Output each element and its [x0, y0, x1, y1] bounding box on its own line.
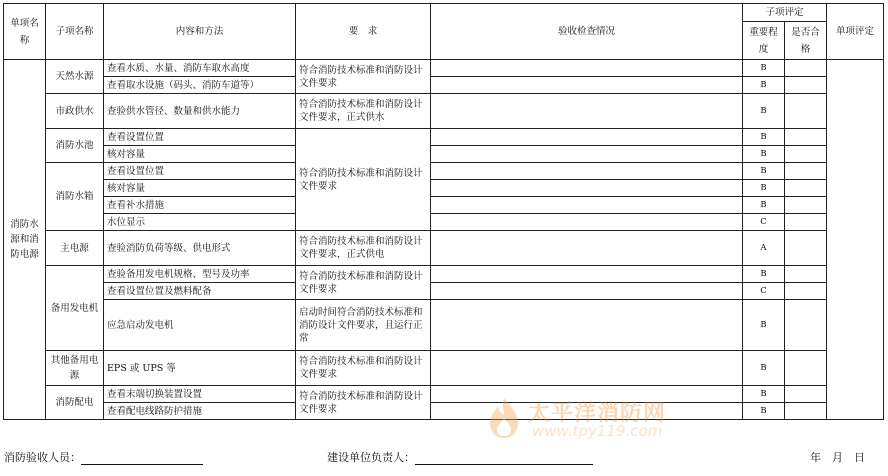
owner-label: 建设单位负责人：	[327, 451, 415, 464]
content-cell: 查看取水设施（码头、消防车道等）	[104, 77, 296, 94]
importance-grade: B	[743, 77, 785, 94]
requirement-cell: 符合消防技术标准和消防设计文件要求	[296, 266, 431, 300]
content-cell: 查看末端切换装置设置	[104, 386, 296, 403]
content-cell: 核对容量	[104, 180, 296, 197]
group-main-power: 主电源	[46, 231, 104, 266]
watermark-name: 太平洋消防网	[528, 401, 667, 426]
header-sub-name: 子项名称	[46, 4, 104, 60]
group-other-backup-power: 其他备用电源	[46, 351, 104, 386]
acceptance-table	[3, 3, 884, 420]
header-unit-eval: 单项评定	[827, 4, 884, 60]
inspection-cell[interactable]	[431, 180, 743, 197]
qualified-cell[interactable]	[785, 94, 827, 129]
qualified-cell[interactable]	[785, 197, 827, 214]
importance-grade: C	[743, 283, 785, 300]
importance-grade: B	[743, 129, 785, 146]
content-cell: 查看设置位置	[104, 129, 296, 146]
requirement-cell: 符合消防技术标准和消防设计文件要求	[296, 351, 431, 386]
inspection-cell[interactable]	[431, 214, 743, 231]
requirement-cell: 符合消防技术标准和消防设计文件要求，正式供电	[296, 231, 431, 266]
unit-eval-cell[interactable]	[827, 60, 884, 420]
inspection-cell[interactable]	[431, 300, 743, 351]
requirement-cell: 符合消防技术标准和消防设计文件要求	[296, 386, 431, 420]
importance-grade: B	[743, 266, 785, 283]
group-backup-generator: 备用发电机	[46, 266, 104, 351]
header-importance: 重要程度	[743, 22, 785, 60]
content-cell: 查验消防负荷等级、供电形式	[104, 231, 296, 266]
content-cell: 查看配电线路防护措施	[104, 403, 296, 420]
inspection-cell[interactable]	[431, 129, 743, 146]
content-cell: 核对容量	[104, 146, 296, 163]
watermark-url: www.tpy119.com	[532, 422, 663, 440]
importance-grade: B	[743, 197, 785, 214]
importance-grade: B	[743, 386, 785, 403]
importance-grade: A	[743, 231, 785, 266]
inspection-cell[interactable]	[431, 77, 743, 94]
qualified-cell[interactable]	[785, 231, 827, 266]
header-unit-name: 单项名称	[4, 4, 46, 60]
inspection-cell[interactable]	[431, 60, 743, 77]
qualified-cell[interactable]	[785, 351, 827, 386]
header-qualified: 是否合格	[785, 22, 827, 60]
requirement-cell: 符合消防技术标准和消防设计文件要求，正式供水	[296, 94, 431, 129]
qualified-cell[interactable]	[785, 283, 827, 300]
group-fire-distribution: 消防配电	[46, 386, 104, 420]
header-sub-eval: 子项评定	[743, 4, 827, 22]
header-content-method: 内容和方法	[104, 4, 296, 60]
requirement-cell: 符合消防技术标准和消防设计文件要求	[296, 60, 431, 94]
importance-grade: B	[743, 180, 785, 197]
qualified-cell[interactable]	[785, 180, 827, 197]
group-natural-water: 天然水源	[46, 60, 104, 94]
group-fire-pool: 消防水池	[46, 129, 104, 163]
content-cell: 查验供水管径、数量和供水能力	[104, 94, 296, 129]
inspection-cell[interactable]	[431, 163, 743, 180]
qualified-cell[interactable]	[785, 266, 827, 283]
qualified-cell[interactable]	[785, 146, 827, 163]
flame-logo-icon	[484, 396, 524, 440]
content-cell: EPS 或 UPS 等	[104, 351, 296, 386]
inspection-cell[interactable]	[431, 283, 743, 300]
requirement-cell: 符合消防技术标准和消防设计文件要求	[296, 129, 431, 231]
importance-grade: B	[743, 94, 785, 129]
owner-signature	[327, 449, 593, 465]
watermark	[484, 396, 694, 446]
date-label: 年 月 日	[810, 451, 865, 464]
owner-signature-line[interactable]	[415, 452, 593, 465]
content-cell: 应急启动发电机	[104, 300, 296, 351]
qualified-cell[interactable]	[785, 300, 827, 351]
section-name: 消防水源和消防电源	[4, 60, 46, 420]
signature-footer	[4, 449, 884, 469]
qualified-cell[interactable]	[785, 129, 827, 146]
group-fire-tank: 消防水箱	[46, 163, 104, 231]
importance-grade: B	[743, 60, 785, 77]
qualified-cell[interactable]	[785, 403, 827, 420]
inspection-cell[interactable]	[431, 231, 743, 266]
inspection-cell[interactable]	[431, 94, 743, 129]
qualified-cell[interactable]	[785, 386, 827, 403]
inspector-signature-line[interactable]	[81, 452, 203, 465]
content-cell: 查看补水措施	[104, 197, 296, 214]
inspector-label: 消防验收人员：	[4, 451, 81, 464]
content-cell: 查看设置位置及燃料配备	[104, 283, 296, 300]
content-cell: 水位显示	[104, 214, 296, 231]
header-inspection: 验收检查情况	[431, 4, 743, 60]
inspection-cell[interactable]	[431, 266, 743, 283]
content-cell: 查看水质、水量、消防车取水高度	[104, 60, 296, 77]
content-cell: 查看设置位置	[104, 163, 296, 180]
inspection-cell[interactable]	[431, 351, 743, 386]
importance-grade: B	[743, 163, 785, 180]
importance-grade: B	[743, 146, 785, 163]
qualified-cell[interactable]	[785, 60, 827, 77]
importance-grade: B	[743, 300, 785, 351]
requirement-cell: 启动时间符合消防技术标准和消防设计文件要求，且运行正常	[296, 300, 431, 351]
inspection-cell[interactable]	[431, 197, 743, 214]
header-requirement: 要 求	[296, 4, 431, 60]
inspector-signature	[4, 449, 203, 465]
content-cell: 查验备用发电机规格、型号及功率	[104, 266, 296, 283]
importance-grade: B	[743, 351, 785, 386]
qualified-cell[interactable]	[785, 214, 827, 231]
inspection-cell[interactable]	[431, 146, 743, 163]
qualified-cell[interactable]	[785, 77, 827, 94]
importance-grade: B	[743, 403, 785, 420]
group-municipal-water: 市政供水	[46, 94, 104, 129]
qualified-cell[interactable]	[785, 163, 827, 180]
importance-grade: C	[743, 214, 785, 231]
